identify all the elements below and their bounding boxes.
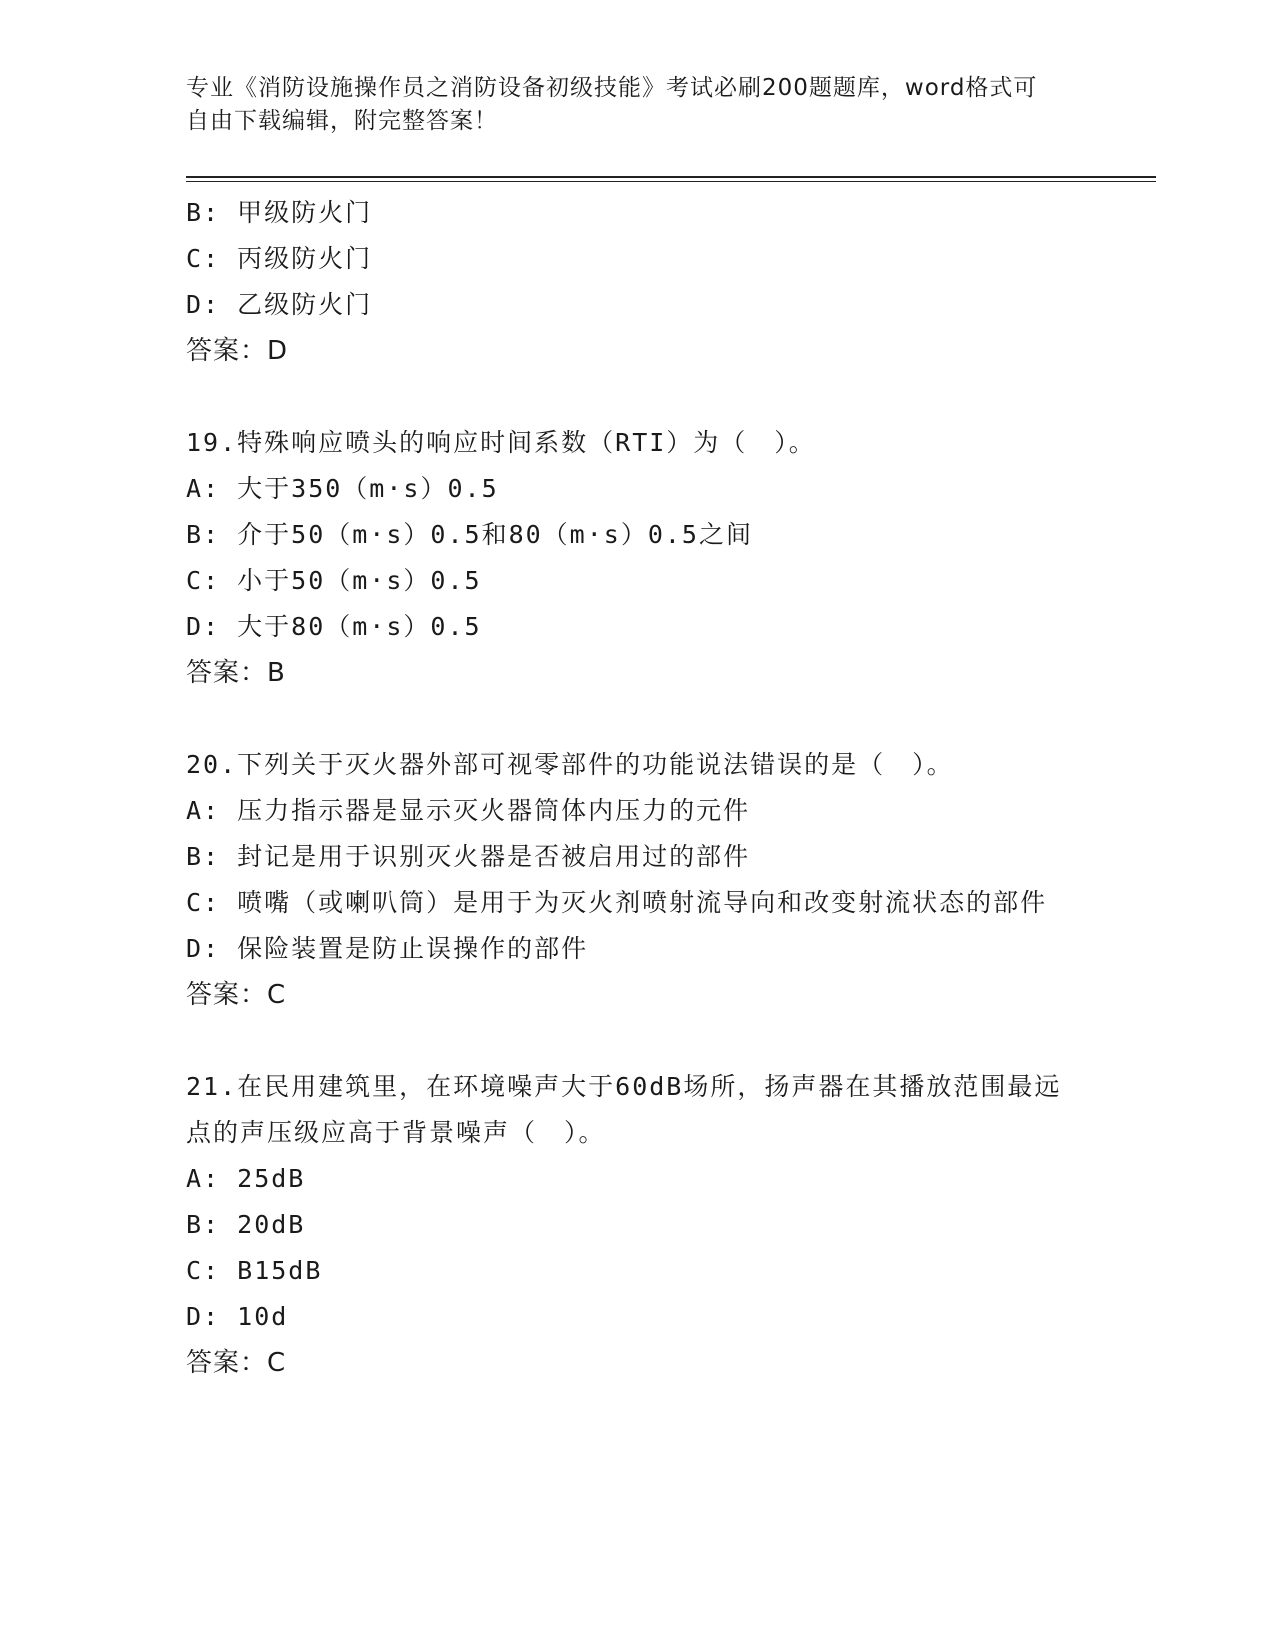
answer-text: 答案：B (186, 658, 286, 688)
question-text: 21.在民用建筑里，在环境噪声大于60dB场所，扬声器在其播放范围最远点的声压级应高于背景噪声（ ）。 (186, 1072, 1062, 1147)
header-divider-thin (186, 181, 1156, 182)
option-c: C: B15dB (186, 1256, 323, 1285)
option-d: D: 保险装置是防止误操作的部件 (186, 934, 589, 963)
header-line-1: 专业《消防设施操作员之消防设备初级技能》考试必刷200题题库，word格式可 (186, 75, 1038, 101)
option-a: A: 25dB (186, 1164, 306, 1193)
option-d: D: 大于80（m·s）0.5 (186, 612, 482, 641)
question-list (186, 190, 1086, 1386)
option-a: A: 压力指示器是显示灭火器筒体内压力的元件 (186, 796, 751, 825)
option-b: B: 封记是用于识别灭火器是否被启用过的部件 (186, 842, 751, 871)
question-20 (186, 742, 1086, 1018)
option-b: B: 介于50（m·s）0.5和80（m·s）0.5之间 (186, 520, 753, 549)
option-a: A: 大于350（m·s）0.5 (186, 474, 499, 503)
question-text: 19.特殊响应喷头的响应时间系数（RTI）为（ ）。 (186, 428, 816, 457)
question-19 (186, 420, 1086, 696)
option-c: C: 喷嘴（或喇叭筒）是用于为灭火剂喷射流导向和改变射流状态的部件 (186, 888, 1048, 917)
partial-question-18 (186, 190, 1086, 374)
option-b: B: 20dB (186, 1210, 306, 1239)
question-21 (186, 1064, 1086, 1386)
option-c: C: 丙级防火门 (186, 244, 373, 273)
question-text: 20.下列关于灭火器外部可视零部件的功能说法错误的是（ ）。 (186, 750, 954, 779)
option-c: C: 小于50（m·s）0.5 (186, 566, 482, 595)
header-divider-thick (186, 176, 1156, 178)
option-b: B: 甲级防火门 (186, 198, 373, 227)
header-line-2: 自由下载编辑，附完整答案！ (186, 108, 498, 134)
answer-text: 答案：D (186, 336, 289, 366)
answer-text: 答案：C (186, 980, 287, 1010)
option-d: D: 10d (186, 1302, 289, 1331)
option-d: D: 乙级防火门 (186, 290, 373, 319)
answer-text: 答案：C (186, 1348, 287, 1378)
document-header (186, 72, 1066, 138)
